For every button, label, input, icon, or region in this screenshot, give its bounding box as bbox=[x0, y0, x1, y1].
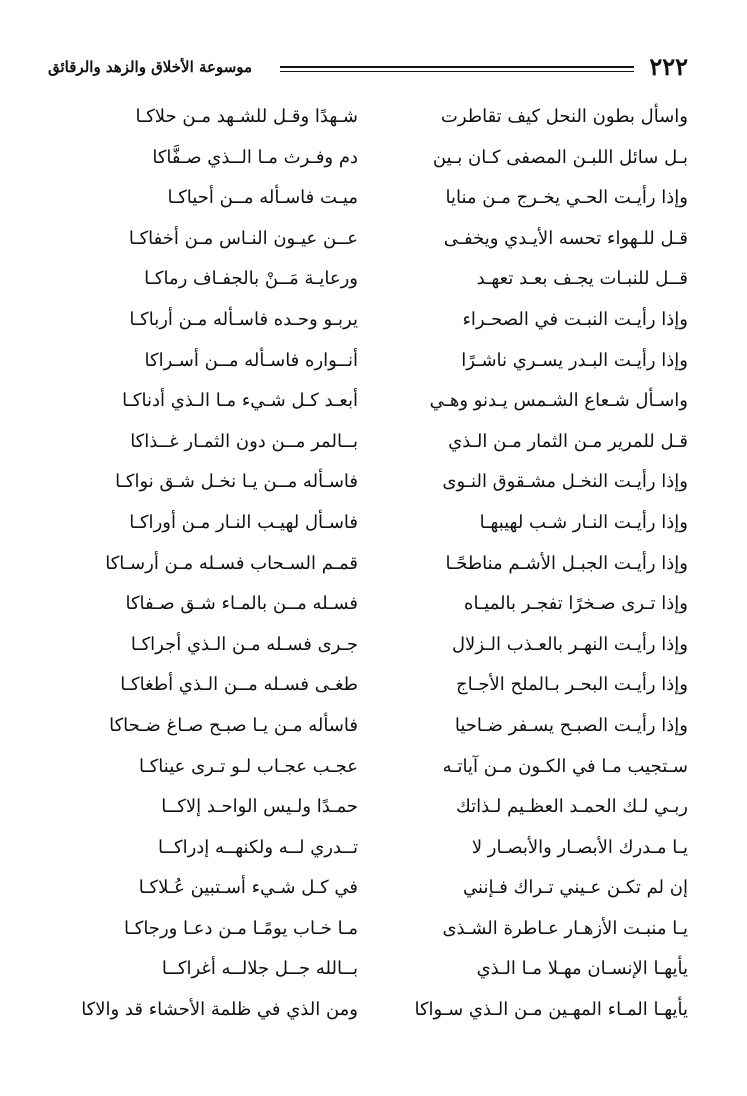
verse-line bbox=[58, 949, 688, 990]
first-hemistich: يأيهـا المـاء المهـين مـن الـذي سـواكا bbox=[414, 999, 688, 1021]
verse-line bbox=[58, 828, 688, 869]
second-hemistich: فسـله مــن بالمـاء شـق صـفاكا bbox=[125, 593, 358, 615]
second-hemistich: عــن عيـون النـاس مـن أخفاكـا bbox=[128, 227, 358, 249]
second-hemistich: في كـل شـيء أسـتبين عُـلاكـا bbox=[138, 877, 358, 899]
verse-line bbox=[58, 219, 688, 260]
first-hemistich: سـتجيب مـا في الكـون مـن آياتـه bbox=[442, 755, 688, 777]
verse-line bbox=[58, 787, 688, 828]
second-hemistich: يربـو وحـده فاسـأله مـن أرباكـا bbox=[129, 308, 358, 330]
first-hemistich: يـا منبـت الأزهـار عـاطرة الشـذى bbox=[442, 917, 688, 939]
verse-line bbox=[58, 584, 688, 625]
verse-line bbox=[58, 138, 688, 179]
second-hemistich: أبعـد كـل شـيء مـا الـذي أدناكـا bbox=[122, 390, 358, 412]
verse-line bbox=[58, 990, 688, 1031]
verse-line bbox=[58, 341, 688, 382]
book-title: موسوعة الأخلاق والزهد والرقائق bbox=[48, 58, 253, 76]
first-hemistich: يـا مـدرك الأبصـار والأبصـار لا bbox=[471, 836, 688, 858]
first-hemistich: قـل للـهواء تحسه الأيـدي ويخفـى bbox=[443, 227, 688, 249]
verse-line bbox=[58, 706, 688, 747]
second-hemistich: شـهدًا وقـل للشـهد مـن حلاكـا bbox=[135, 106, 358, 127]
first-hemistich: وإذا رأيـت الصبـح يسـفر ضـاحيا bbox=[454, 714, 688, 736]
second-hemistich: حمـدًا ولـيس الواحـد إلاكــا bbox=[161, 796, 358, 818]
first-hemistich: وإذا رأيـت النهـر بالعـذب الـزلال bbox=[451, 633, 688, 655]
verse-line bbox=[58, 665, 688, 706]
first-hemistich: واسأل بطون النحل كيف تقاطرت bbox=[440, 106, 688, 127]
verse-line bbox=[58, 462, 688, 503]
verse-line bbox=[58, 97, 688, 138]
first-hemistich: إن لم تكـن عـيني تـراك فـإنني bbox=[463, 877, 688, 899]
verse-line bbox=[58, 381, 688, 422]
first-hemistich: وإذا رأيـت النـار شـب لهيبهـا bbox=[479, 511, 688, 533]
second-hemistich: بــالمر مــن دون الثمـار غــذاكا bbox=[130, 430, 358, 452]
first-hemistich: ربـي لـك الحمـد العظـيم لـذاتك bbox=[455, 796, 688, 818]
verse-line bbox=[58, 300, 688, 341]
second-hemistich: ورعايـة مَــنْ بالجفـاف رماكـا bbox=[144, 268, 358, 290]
second-hemistich: فاسأله مـن يـا صبـح صـاغ ضـحاكا bbox=[109, 714, 358, 736]
first-hemistich: وإذا تـرى صـخرًا تفجـر بالميـاه bbox=[464, 593, 688, 615]
first-hemistich: واسـأل شـعاع الشـمس يـدنو وهـي bbox=[429, 390, 688, 412]
first-hemistich: يأيهـا الإنسـان مهـلا مـا الـذي bbox=[476, 958, 688, 980]
second-hemistich: دم وفـرث مـا الــذي صـفَّاكا bbox=[152, 146, 358, 168]
first-hemistich: وإذا رأيـت الحـي يخـرج مـن منايا bbox=[445, 187, 688, 209]
poem bbox=[58, 97, 688, 1031]
second-hemistich: فاسـأل لهيـب النـار مـن أوراكـا bbox=[129, 511, 358, 533]
second-hemistich: بــالله جــل جلالــه أغراكــا bbox=[161, 958, 358, 980]
second-hemistich: ميـت فاسـأله مــن أحياكـا bbox=[167, 187, 358, 209]
verse-line bbox=[58, 503, 688, 544]
second-hemistich: أنــواره فاسـأله مــن أسـراكا bbox=[144, 349, 358, 371]
second-hemistich: فاسـأله مــن يـا نخـل شـق نواكـا bbox=[115, 471, 358, 493]
verse-line bbox=[58, 909, 688, 950]
verse-line bbox=[58, 544, 688, 585]
page-number: ٢٢٢ bbox=[649, 52, 688, 81]
first-hemistich: وإذا رأيـت الجبـل الأشـم مناطحًـا bbox=[445, 552, 688, 574]
second-hemistich: قمـم السـحاب فسـله مـن أرسـاكا bbox=[105, 552, 358, 574]
first-hemistich: وإذا رأيـت البحـر بـالملح الأجـاج bbox=[456, 674, 688, 696]
first-hemistich: وإذا رأيـت النبـت في الصحـراء bbox=[462, 308, 688, 330]
verse-line bbox=[58, 422, 688, 463]
second-hemistich: جـرى فسـله مـن الـذي أجراكـا bbox=[130, 633, 358, 655]
header-rule bbox=[280, 66, 634, 72]
first-hemistich: وإذا رأيـت البـدر يسـري ناشـرًا bbox=[461, 349, 688, 371]
running-header bbox=[48, 52, 688, 82]
verse-line bbox=[58, 747, 688, 788]
first-hemistich: قـل للمرير مـن الثمار مـن الـذي bbox=[448, 430, 688, 452]
verse-line bbox=[58, 178, 688, 219]
verse-line bbox=[58, 625, 688, 666]
first-hemistich: بـل سائل اللبـن المصفى كـان بـين bbox=[432, 146, 688, 168]
second-hemistich: ومن الذي في ظلمة الأحشاء قد والاكا bbox=[81, 999, 358, 1021]
first-hemistich: قــل للنبـات يجـف بعـد تعهـد bbox=[476, 268, 688, 290]
verse-line bbox=[58, 868, 688, 909]
second-hemistich: مـا خـاب يومًـا مـن دعـا ورجاكـا bbox=[124, 917, 358, 939]
second-hemistich: عجـب عجـاب لـو تـرى عيناكـا bbox=[138, 755, 358, 777]
verse-line bbox=[58, 259, 688, 300]
first-hemistich: وإذا رأيـت النخـل مشـقوق النـوى bbox=[442, 471, 688, 493]
second-hemistich: تــدري لــه ولكنهــه إدراكــا bbox=[158, 836, 358, 858]
second-hemistich: طغـى فسـله مــن الـذي أطغاكـا bbox=[120, 674, 358, 696]
